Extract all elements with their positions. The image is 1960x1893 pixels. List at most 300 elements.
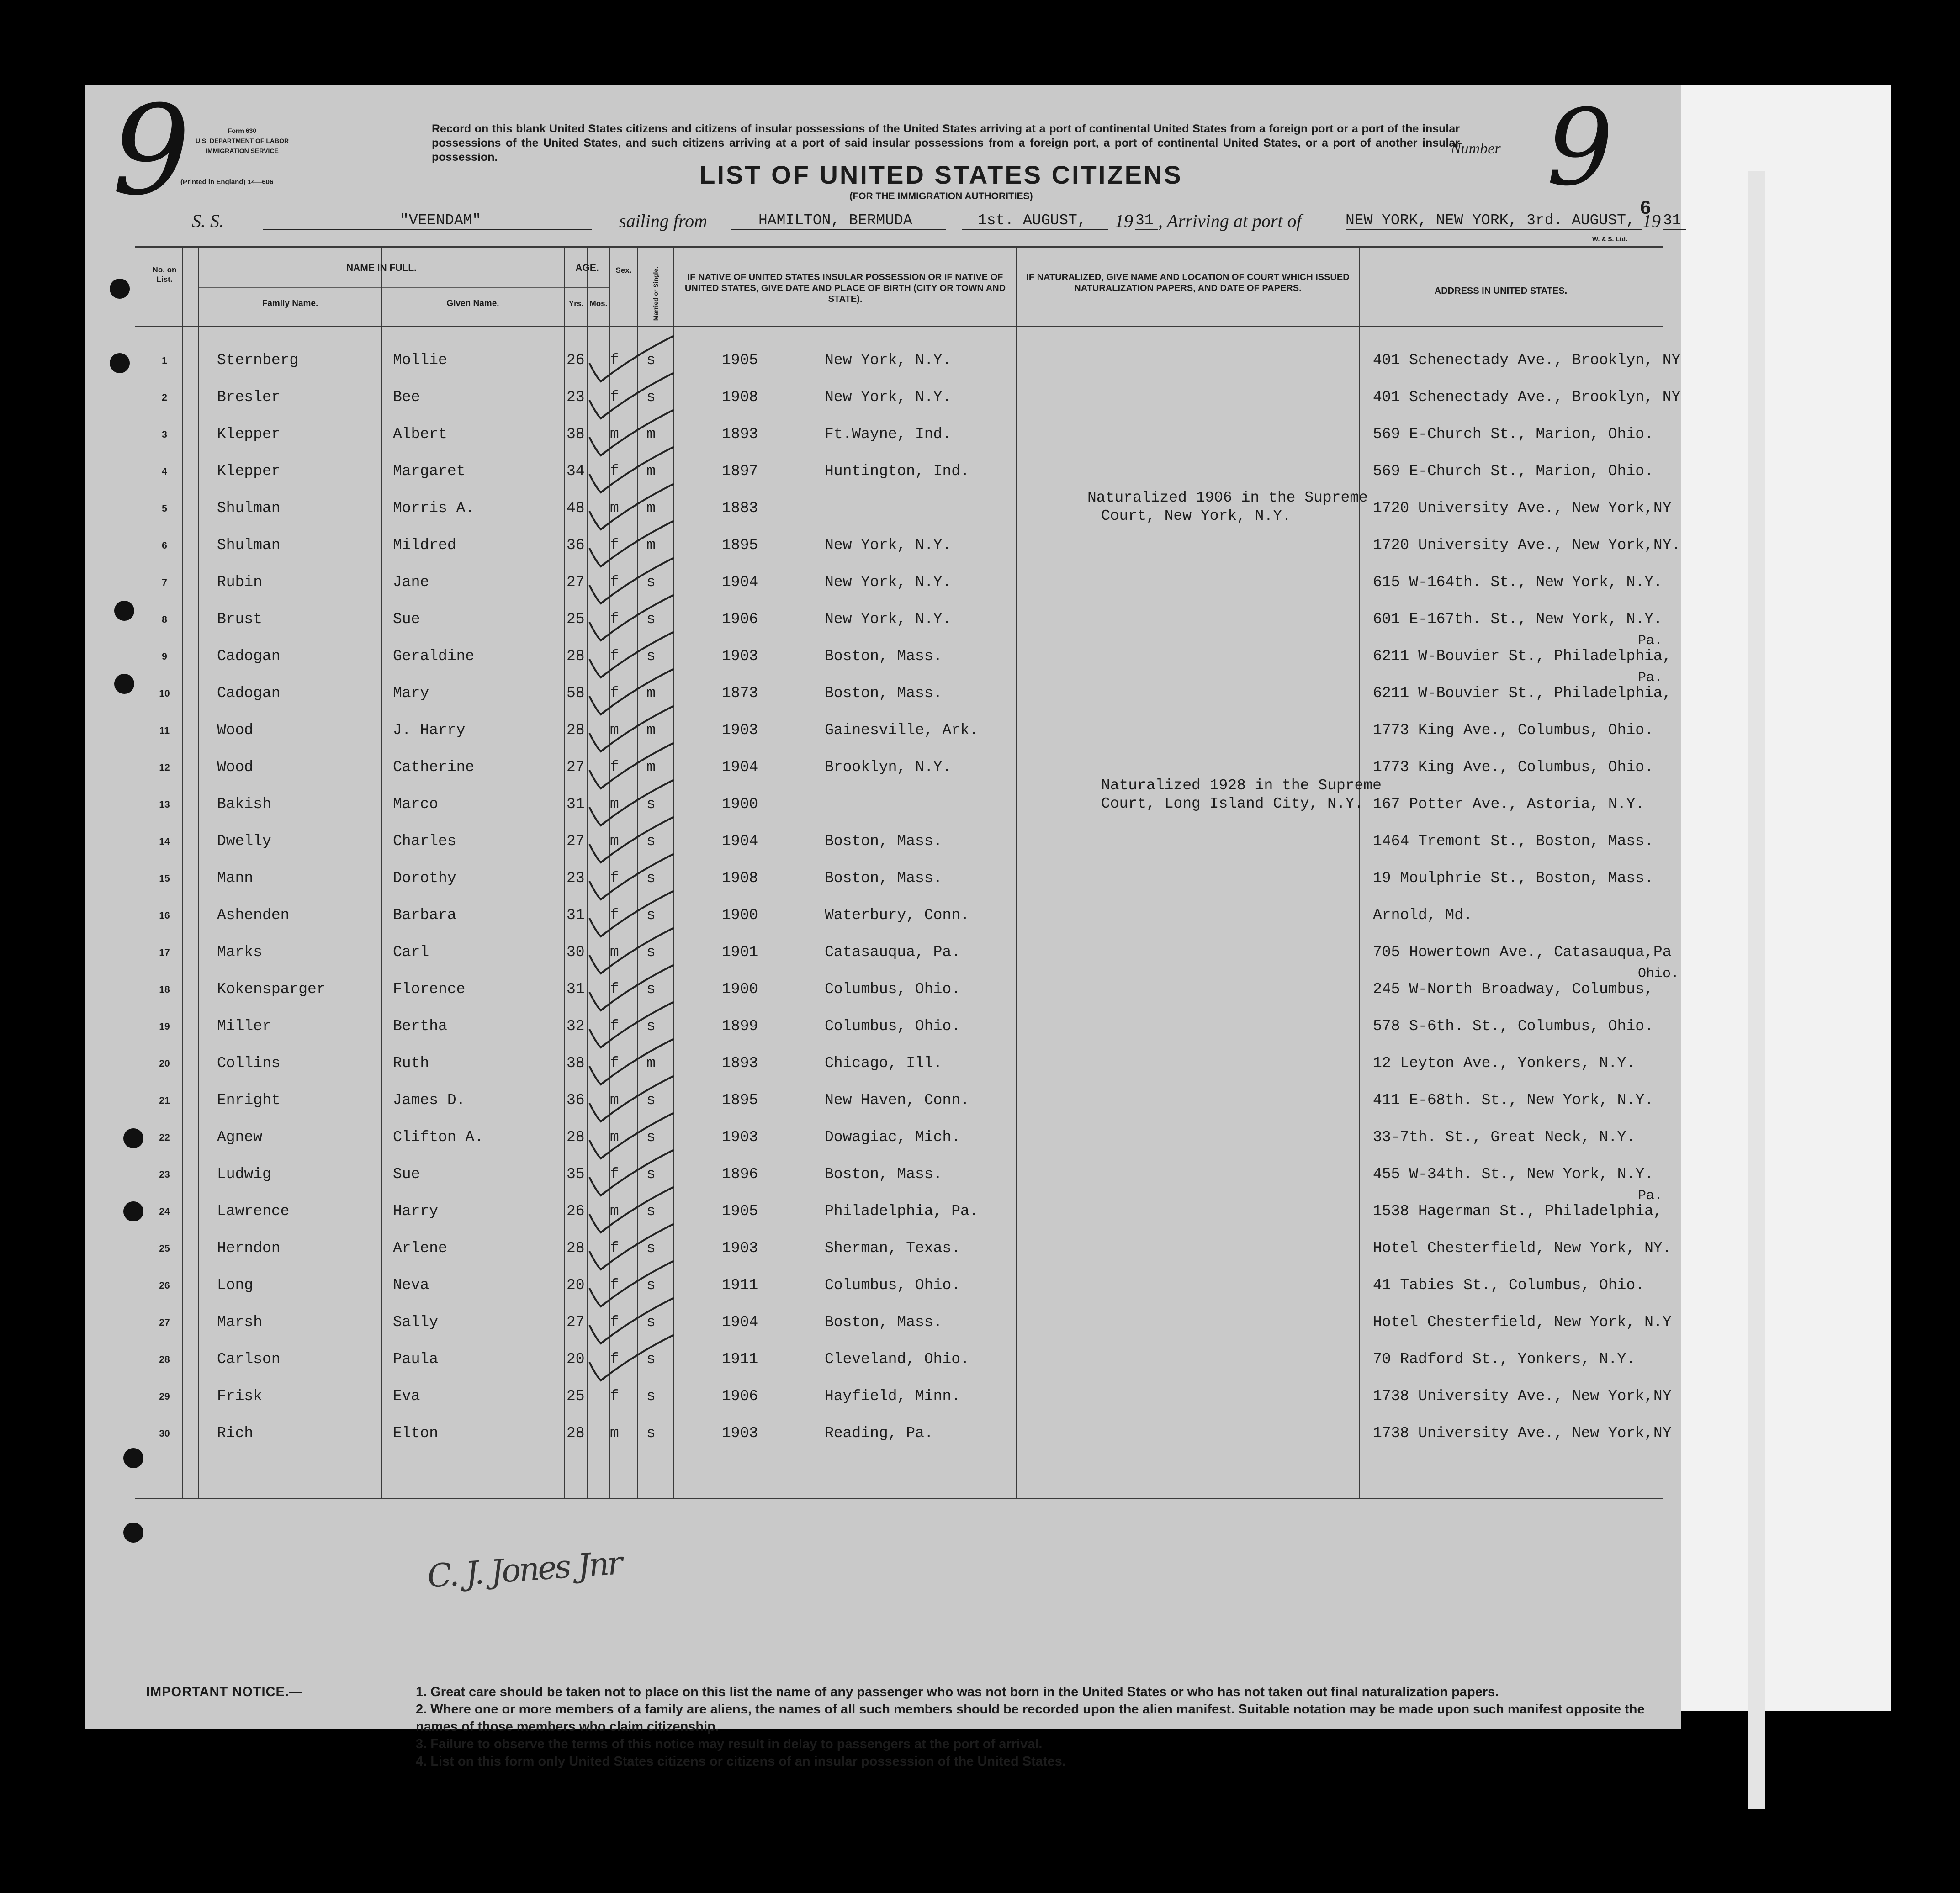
punch-hole [114,674,134,694]
marital-status: m [646,1055,656,1072]
notice-item: 1. Great care should be taken not to place on this list the name of any passenger who was not born in the United States or who has not taken out final naturalization papers. [416,1685,1499,1699]
age-years: 30 [567,944,585,961]
sailing-from-label: sailing from [619,211,707,231]
row-number: 14 [159,836,170,847]
given-name: Elton [393,1425,439,1442]
birth-place: New York, N.Y. [825,574,952,591]
naturalization-line: Naturalized 1928 in the Supreme [1101,777,1382,794]
given-name: Albert [393,426,447,443]
address: 601 E-167th. St., New York, N.Y. [1373,611,1663,628]
marital-status: s [646,1240,656,1257]
sex: f [610,1055,619,1072]
birth-place: Philadelphia, Pa. [825,1203,979,1220]
given-name: James D. [393,1092,466,1109]
given-name: Margaret [393,463,466,480]
family-name: Enright [217,1092,281,1109]
sex: m [610,833,619,850]
sex: f [610,537,619,554]
address: 455 W-34th. St., New York, N.Y. [1373,1166,1653,1183]
birth-year: 1905 [722,352,758,369]
age-years: 38 [567,1055,585,1072]
sex: f [610,1351,619,1368]
officer-signature: C. J. Jones Jnr [426,1544,622,1595]
marital-status: m [646,426,656,443]
ship-name: "VEENDAM" [263,212,592,230]
age-years: 27 [567,574,585,591]
row-number: 9 [162,651,167,662]
family-name: Cadogan [217,648,281,665]
address: 12 Leyton Ave., Yonkers, N.Y. [1373,1055,1636,1072]
sex: m [610,1425,619,1442]
row-number: 16 [159,910,170,921]
marital-status: s [646,648,656,665]
birth-place: Dowagiac, Mich. [825,1129,961,1146]
age-years: 28 [567,1425,585,1442]
arrival-port-date: NEW YORK, NEW YORK, 3rd. AUGUST, [1346,212,1642,230]
page-title: LIST OF UNITED STATES CITIZENS [699,160,1183,189]
family-name: Miller [217,1018,271,1035]
sex: m [610,1203,619,1220]
family-name: Shulman [217,500,281,517]
row-number: 20 [159,1058,170,1069]
naturalization-line: Naturalized 1906 in the Supreme [1087,489,1368,506]
family-name: Cadogan [217,685,281,702]
form-number: Form 630 [228,127,257,134]
sex: f [610,463,619,480]
address: 1773 King Ave., Columbus, Ohio. [1373,722,1653,739]
sheet-edge [1748,171,1765,1809]
marital-status: s [646,352,656,369]
given-name: Arlene [393,1240,447,1257]
notice-label: IMPORTANT NOTICE.— [146,1685,303,1699]
page-mark-left: 9 [112,79,191,222]
given-name: Catherine [393,759,475,776]
row-number: 12 [159,762,170,773]
age-years: 28 [567,648,585,665]
age-years: 25 [567,611,585,628]
birth-place: Brooklyn, N.Y. [825,759,952,776]
naturalization-note [1101,777,1382,813]
birth-place: New York, N.Y. [825,389,952,406]
family-name: Herndon [217,1240,281,1257]
marital-status: s [646,1129,656,1146]
header-yrs: Yrs. [568,299,584,308]
row-number: 28 [159,1354,170,1365]
row-number: 26 [159,1280,170,1291]
birth-place: Boston, Mass. [825,1166,943,1183]
age-years: 25 [567,1388,585,1405]
sex: m [610,722,619,739]
sex: f [610,389,619,406]
row-number: 25 [159,1243,170,1254]
family-name: Wood [217,759,254,776]
birth-place: Boston, Mass. [825,870,943,887]
header-naturalized: IF NATURALIZED, GIVE NAME AND LOCATION OF COURT WHICH ISSUED NATURALIZATION PAPERS, AND DATE OF PAPERS. [1026,272,1350,293]
given-name: Carl [393,944,429,961]
given-name: Barbara [393,907,456,924]
marital-status: s [646,1351,656,1368]
service-name: IMMIGRATION SERVICE [206,147,279,154]
departure-port: HAMILTON, BERMUDA [731,212,946,230]
birth-year: 1906 [722,611,758,628]
age-years: 48 [567,500,585,517]
birth-place: Columbus, Ohio. [825,981,961,998]
given-name: Sue [393,1166,420,1183]
header-given-name: Given Name. [446,299,499,308]
punch-hole [123,1128,143,1148]
given-name: Harry [393,1203,439,1220]
address: 33-7th. St., Great Neck, N.Y. [1373,1129,1636,1146]
address: 6211 W-Bouvier St., Philadelphia, [1373,648,1672,665]
age-years: 32 [567,1018,585,1035]
marital-status: s [646,1092,656,1109]
family-name: Mann [217,870,254,887]
row-number: 1 [162,355,167,366]
department-name: U.S. DEPARTMENT OF LABOR [195,137,289,144]
address-continuation: Pa. [1638,633,1663,649]
marital-status: s [646,944,656,961]
family-name: Klepper [217,426,281,443]
family-name: Dwelly [217,833,271,850]
marital-status: m [646,722,656,739]
birth-year: 1908 [722,389,758,406]
address: 1720 University Ave., New York,NY [1373,500,1672,517]
birth-year: 1896 [722,1166,758,1183]
family-name: Kokensparger [217,981,326,998]
family-name: Brust [217,611,263,628]
address: 1773 King Ave., Columbus, Ohio. [1373,759,1653,776]
address: 578 S-6th. St., Columbus, Ohio. [1373,1018,1653,1035]
punch-hole [123,1523,143,1543]
age-years: 26 [567,1203,585,1220]
sex: f [610,685,619,702]
sex: m [610,944,619,961]
family-name: Agnew [217,1129,263,1146]
row-number: 23 [159,1169,170,1180]
given-name: Charles [393,833,456,850]
row-number: 6 [162,540,167,551]
marital-status: s [646,1018,656,1035]
age-years: 36 [567,537,585,554]
age-years: 27 [567,1314,585,1331]
row-number: 2 [162,392,167,403]
birth-year: 1906 [722,1388,758,1405]
printer-mark: W. & S. Ltd. [1592,235,1627,243]
birth-place: New York, N.Y. [825,352,952,369]
naturalization-note [1087,489,1368,525]
number-label: Number [1451,140,1501,157]
birth-year: 1904 [722,574,758,591]
family-name: Bresler [217,389,281,406]
year-prefix-1: 19 [1115,211,1133,231]
birth-year: 1893 [722,426,758,443]
given-name: Neva [393,1277,429,1294]
marital-status: s [646,1203,656,1220]
birth-year: 1900 [722,907,758,924]
row-number: 27 [159,1317,170,1328]
address: 401 Schenectady Ave., Brooklyn, NY [1373,389,1681,406]
marital-status: s [646,389,656,406]
sex: f [610,870,619,887]
age-years: 26 [567,352,585,369]
sex: m [610,1129,619,1146]
manifest-sheet [85,79,1681,1769]
punch-hole [110,279,130,299]
address: 1538 Hagerman St., Philadelphia, [1373,1203,1663,1220]
age-years: 35 [567,1166,585,1183]
sex: f [610,352,619,369]
family-name: Ludwig [217,1166,271,1183]
address: 70 Radford St., Yonkers, N.Y. [1373,1351,1636,1368]
given-name: Mildred [393,537,456,554]
birth-year: 1903 [722,1425,758,1442]
page-mark-right: 9 [1547,87,1614,209]
birth-year: 1873 [722,685,758,702]
address: 1464 Tremont St., Boston, Mass. [1373,833,1653,850]
header-no-on-list: No. on List. [152,265,177,284]
marital-status: s [646,796,656,813]
address-continuation: Pa. [1638,1188,1663,1204]
birth-place: Columbus, Ohio. [825,1018,961,1035]
given-name: Florence [393,981,466,998]
marital-status: m [646,500,656,517]
row-number: 11 [159,725,170,736]
birth-place: Waterbury, Conn. [825,907,969,924]
age-years: 31 [567,981,585,998]
given-name: Sally [393,1314,439,1331]
birth-place: Reading, Pa. [825,1425,933,1442]
punch-hole [123,1201,143,1221]
birth-year: 1911 [722,1277,758,1294]
address: Hotel Chesterfield, New York, N.Y [1373,1314,1672,1331]
birth-year: 1903 [722,722,758,739]
arrival-year: 31 [1663,212,1686,230]
marital-status: s [646,981,656,998]
given-name: Dorothy [393,870,456,887]
naturalization-line: Court, New York, N.Y. [1101,508,1291,524]
marital-status: s [646,1277,656,1294]
birth-place: Boston, Mass. [825,1314,943,1331]
family-name: Ashenden [217,907,290,924]
address: 167 Potter Ave., Astoria, N.Y. [1373,796,1645,813]
sex: f [610,759,619,776]
birth-year: 1897 [722,463,758,480]
sex: m [610,1092,619,1109]
given-name: Bee [393,389,420,406]
address: 411 E-68th. St., New York, N.Y. [1373,1092,1653,1109]
marital-status: m [646,685,656,702]
sex: f [610,1277,619,1294]
row-number: 22 [159,1132,170,1143]
family-name: Rubin [217,574,263,591]
age-years: 38 [567,426,585,443]
row-number: 8 [162,614,167,625]
birth-place: Columbus, Ohio. [825,1277,961,1294]
marital-status: s [646,1425,656,1442]
marital-status: s [646,1314,656,1331]
birth-year: 1899 [722,1018,758,1035]
row-number: 5 [162,503,167,514]
family-name: Wood [217,722,254,739]
sex: m [610,426,619,443]
notice-item: 3. Failure to observe the terms of this notice may result in delay to passengers at the port of arrival. [416,1737,1043,1751]
address: Hotel Chesterfield, New York, NY. [1373,1240,1672,1257]
marital-status: s [646,611,656,628]
header-birth: IF NATIVE OF UNITED STATES INSULAR POSSESSION OR IF NATIVE OF UNITED STATES, GIVE DATE AND PLACE OF BIRTH (CITY OR TOWN AND STATE). [684,272,1006,304]
row-number: 29 [159,1391,170,1402]
given-name: J. Harry [393,722,466,739]
birth-year: 1903 [722,1129,758,1146]
page-number: 6 [1640,196,1651,218]
age-years: 27 [567,759,585,776]
marital-status: s [646,1166,656,1183]
birth-year: 1903 [722,1240,758,1257]
given-name: Eva [393,1388,420,1405]
sex: f [610,1240,619,1257]
family-name: Collins [217,1055,281,1072]
birth-place: Boston, Mass. [825,685,943,702]
row-number: 24 [159,1206,170,1217]
sex: f [610,907,619,924]
row-number: 30 [159,1428,170,1439]
address: 19 Moulphrie St., Boston, Mass. [1373,870,1653,887]
row-number: 19 [159,1021,170,1032]
marital-status: s [646,870,656,887]
birth-year: 1904 [722,833,758,850]
header-sex: Sex. [615,266,632,275]
address: 1738 University Ave., New York,NY [1373,1425,1672,1442]
age-years: 27 [567,833,585,850]
family-name: Rich [217,1425,254,1442]
punch-hole [110,353,130,373]
address: 569 E-Church St., Marion, Ohio. [1373,463,1653,480]
record-instructions: Record on this blank United States citizens and citizens of insular possessions of the United States arriving at a port of continental United States from a foreign port or a port of the insular possessions of the United States, and such citizens arriving at a port of said insular possessions from a foreign port, a port of continental United States, or a port of another insular possession. [432,122,1460,164]
naturalization-line: Court, Long Island City, N.Y. [1101,795,1364,812]
birth-place: Cleveland, Ohio. [825,1351,969,1368]
birth-year: 1893 [722,1055,758,1072]
address: 6211 W-Bouvier St., Philadelphia, [1373,685,1672,702]
given-name: Bertha [393,1018,447,1035]
arriving-label: , Arriving at port of [1158,211,1302,231]
birth-year: 1895 [722,537,758,554]
age-years: 23 [567,389,585,406]
marital-status: s [646,833,656,850]
address-continuation: Ohio. [1638,966,1679,982]
header-family-name: Family Name. [262,299,318,308]
row-number: 18 [159,984,170,995]
page-subtitle: (FOR THE IMMIGRATION AUTHORITIES) [849,191,1033,201]
sex: f [610,1018,619,1035]
given-name: Paula [393,1351,439,1368]
family-name: Bakish [217,796,271,813]
marital-status: m [646,463,656,480]
marital-status: s [646,907,656,924]
marital-status: m [646,759,656,776]
sex: f [610,611,619,628]
address: 615 W-164th. St., New York, N.Y. [1373,574,1663,591]
sex: f [610,1166,619,1183]
row-number: 4 [162,466,167,477]
punch-hole [123,1448,143,1468]
birth-year: 1900 [722,796,758,813]
address: 41 Tabies St., Columbus, Ohio. [1373,1277,1645,1294]
birth-place: Catasauqua, Pa. [825,944,961,961]
given-name: Morris A. [393,500,475,517]
sex: f [610,574,619,591]
family-name: Marks [217,944,263,961]
given-name: Ruth [393,1055,429,1072]
age-years: 28 [567,722,585,739]
address-continuation: Pa. [1638,670,1663,686]
given-name: Clifton A. [393,1129,484,1146]
birth-place: Gainesville, Ark. [825,722,979,739]
row-number: 15 [159,873,170,884]
departure-date: 1st. AUGUST, [962,212,1108,230]
address: 245 W-North Broadway, Columbus, [1373,981,1653,998]
form-printed-note: (Printed in England) 14—606 [180,178,274,186]
birth-year: 1901 [722,944,758,961]
marital-status: s [646,1388,656,1405]
birth-year: 1895 [722,1092,758,1109]
age-years: 31 [567,796,585,813]
birth-year: 1911 [722,1351,758,1368]
sex: m [610,500,619,517]
given-name: Mary [393,685,429,702]
birth-year: 1903 [722,648,758,665]
given-name: Marco [393,796,439,813]
birth-place: Ft.Wayne, Ind. [825,426,952,443]
check-mark [589,336,674,381]
given-name: Geraldine [393,648,475,665]
punch-hole [114,601,134,621]
age-years: 34 [567,463,585,480]
age-years: 58 [567,685,585,702]
age-years: 20 [567,1277,585,1294]
ss-label: S. S. [192,211,224,231]
family-name: Sternberg [217,352,299,369]
birth-year: 1883 [722,500,758,517]
age-years: 28 [567,1129,585,1146]
address: 401 Schenectady Ave., Brooklyn, NY [1373,352,1681,369]
given-name: Sue [393,611,420,628]
birth-place: New York, N.Y. [825,611,952,628]
family-name: Lawrence [217,1203,290,1220]
header-name-in-full: NAME IN FULL. [346,263,417,273]
address: 1720 University Ave., New York,NY. [1373,537,1681,554]
sex: f [610,1314,619,1331]
family-name: Shulman [217,537,281,554]
row-number: 21 [159,1095,170,1106]
year-prefix-2: 19 [1642,211,1661,231]
row-number: 17 [159,947,170,958]
age-years: 20 [567,1351,585,1368]
address: 569 E-Church St., Marion, Ohio. [1373,426,1653,443]
birth-place: New York, N.Y. [825,537,952,554]
address: Arnold, Md. [1373,907,1473,924]
given-name: Mollie [393,352,447,369]
age-years: 36 [567,1092,585,1109]
notice-item: 4. List on this form only United States citizens or citizens of an insular possession of the United States. [416,1754,1066,1769]
sex: f [610,1388,619,1405]
family-name: Klepper [217,463,281,480]
birth-place: Boston, Mass. [825,648,943,665]
family-name: Long [217,1277,254,1294]
row-number: 10 [159,688,170,699]
backing-sheet [1654,85,1891,1711]
header-mos: Mos. [589,299,608,308]
row-number: 7 [162,577,167,588]
birth-place: New Haven, Conn. [825,1092,969,1109]
